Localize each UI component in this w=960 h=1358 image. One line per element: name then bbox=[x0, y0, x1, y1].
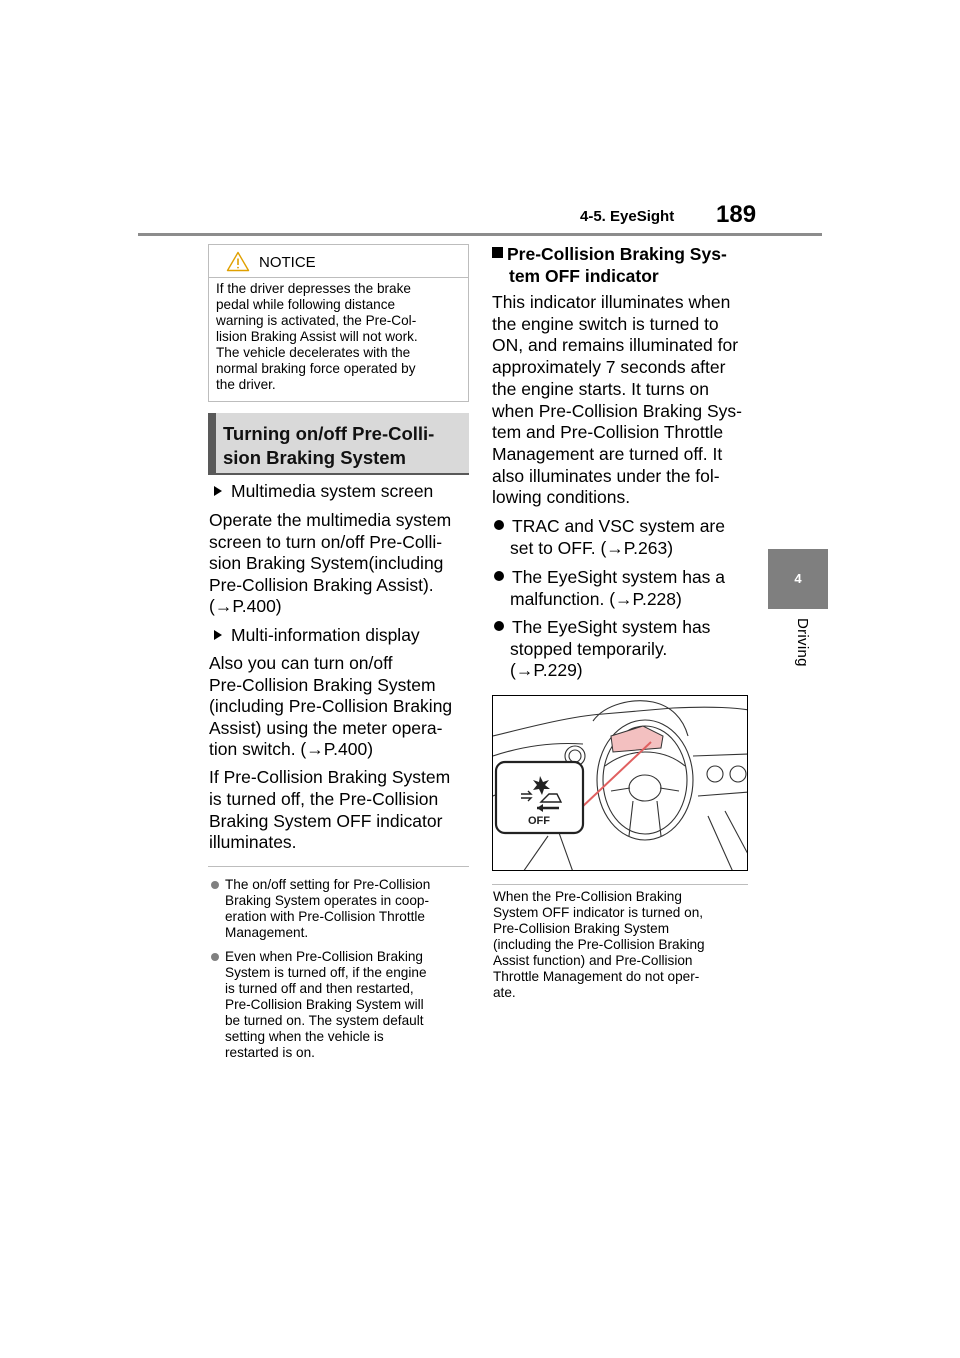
bullet-line: The EyeSight system has bbox=[512, 617, 711, 637]
item-multimedia-title-row bbox=[214, 480, 433, 502]
illustration-caption bbox=[493, 889, 705, 1001]
note-bullet-icon bbox=[211, 953, 219, 961]
body-line: Pre-Collision Braking Assist). bbox=[209, 574, 434, 595]
notice-line: normal braking force operated by bbox=[216, 361, 416, 376]
bullet-line: (→P.229) bbox=[510, 660, 583, 681]
body-line: Braking System OFF indicator bbox=[209, 810, 443, 831]
note-line: Braking System operates in coop- bbox=[225, 893, 430, 908]
round-bullet-icon bbox=[494, 571, 504, 581]
body-line: Assist) using the meter opera- bbox=[209, 717, 443, 738]
caption-line: Assist function) and Pre-Collision bbox=[493, 953, 693, 968]
section-heading-bar bbox=[208, 413, 216, 473]
body-line: If Pre-Collision Braking System bbox=[209, 767, 451, 787]
note-item bbox=[210, 877, 430, 941]
section-title: 4-5. EyeSight bbox=[580, 208, 675, 225]
body-line: the engine switch is turned to bbox=[492, 313, 719, 334]
round-bullet-icon bbox=[494, 621, 504, 631]
notice-line: lision Braking Assist will not work. bbox=[216, 329, 418, 344]
note-item bbox=[210, 949, 427, 1061]
dashboard-illustration bbox=[492, 695, 748, 871]
notice-line: If the driver depresses the brake bbox=[216, 281, 411, 296]
chapter-tab bbox=[768, 549, 828, 609]
page-number: 189 bbox=[716, 201, 757, 228]
body-line: tion switch. (→P.400) bbox=[209, 739, 374, 760]
body-line: the engine starts. It turns on bbox=[492, 378, 709, 399]
item-multimedia-text bbox=[209, 510, 451, 618]
note-line: Even when Pre-Collision Braking bbox=[225, 949, 423, 964]
note-bullet-icon bbox=[211, 881, 219, 889]
body-line: (→P.400) bbox=[209, 596, 282, 617]
caption-line: When the Pre-Collision Braking bbox=[493, 889, 682, 904]
subheading-line: Pre-Collision Braking Sys- bbox=[507, 244, 727, 264]
notice-header bbox=[209, 245, 468, 278]
notice-line: The vehicle decelerates with the bbox=[216, 345, 411, 360]
note-line: Pre-Collision Braking System will bbox=[225, 997, 424, 1012]
note-line: restarted is on. bbox=[225, 1045, 315, 1060]
caption-rule bbox=[492, 884, 748, 885]
section-heading-rule bbox=[208, 473, 469, 475]
note-line: The on/off setting for Pre-Collision bbox=[225, 877, 431, 892]
note-line: is turned off and then restarted, bbox=[225, 981, 414, 996]
header-rule bbox=[138, 233, 822, 236]
caption-line: Pre-Collision Braking System bbox=[493, 921, 670, 936]
note-line: System is turned off, if the engine bbox=[225, 965, 427, 980]
notice-box bbox=[208, 244, 469, 402]
body-line: Operate the multimedia system bbox=[209, 510, 452, 530]
body-line: (including Pre-Collision Braking bbox=[209, 696, 453, 717]
square-bullet-icon bbox=[492, 247, 503, 258]
item-title: Multimedia system screen bbox=[231, 481, 434, 501]
round-bullet-icon bbox=[494, 520, 504, 530]
off-indicator-label: OFF bbox=[528, 815, 550, 827]
chapter-label-container bbox=[768, 618, 828, 678]
body-line: when Pre-Collision Braking Sys- bbox=[492, 400, 742, 421]
indicator-paragraph bbox=[492, 292, 742, 509]
warning-triangle-icon bbox=[226, 251, 250, 272]
chapter-label: Driving bbox=[794, 618, 811, 667]
triangle-bullet-icon bbox=[214, 486, 222, 496]
condition-bullet bbox=[494, 567, 725, 610]
caption-line: Throttle Management do not oper- bbox=[493, 969, 700, 984]
condition-bullet bbox=[494, 617, 710, 682]
dashboard-drawing bbox=[493, 696, 748, 871]
caption-line: (including the Pre-Collision Braking bbox=[493, 937, 705, 952]
body-line: This indicator illuminates when bbox=[492, 292, 731, 312]
note-line: Management. bbox=[225, 925, 309, 940]
heading-line: sion Braking System bbox=[223, 447, 407, 468]
condition-bullet bbox=[494, 516, 725, 559]
notice-title: NOTICE bbox=[259, 254, 316, 271]
bullet-line: stopped temporarily. bbox=[510, 638, 668, 659]
notice-text bbox=[216, 281, 464, 393]
caption-line: ate. bbox=[493, 985, 516, 1000]
bullet-line: TRAC and VSC system are bbox=[512, 516, 725, 536]
notice-line: warning is activated, the Pre-Col- bbox=[216, 313, 417, 328]
item-mid-title-row bbox=[214, 624, 420, 646]
item-title: Multi-information display bbox=[231, 625, 420, 645]
body-line: ON, and remains illuminated for bbox=[492, 335, 739, 356]
notice-line: pedal while following distance bbox=[216, 297, 396, 312]
notice-line: the driver. bbox=[216, 377, 276, 392]
notes-rule bbox=[208, 866, 469, 867]
body-line: sion Braking System(including bbox=[209, 553, 444, 574]
section-heading-text bbox=[223, 422, 434, 470]
body-line: Management are turned off. It bbox=[492, 443, 723, 464]
body-line: illuminates. bbox=[209, 832, 297, 853]
bullet-line: set to OFF. (→P.263) bbox=[510, 537, 674, 558]
note-line: be turned on. The system default bbox=[225, 1013, 424, 1028]
item-mid-text bbox=[209, 653, 452, 761]
body-line: screen to turn on/off Pre-Colli- bbox=[209, 531, 443, 552]
indicator-subheading bbox=[492, 243, 727, 287]
body-line: Also you can turn on/off bbox=[209, 653, 393, 673]
body-line: Pre-Collision Braking System bbox=[209, 674, 436, 695]
note-line: setting when the vehicle is bbox=[225, 1029, 384, 1044]
bullet-line: malfunction. (→P.228) bbox=[510, 588, 682, 609]
subheading-line: tem OFF indicator bbox=[509, 266, 659, 286]
paragraph-off-indicator bbox=[209, 767, 450, 854]
bullet-line: The EyeSight system has a bbox=[512, 567, 726, 587]
note-line: eration with Pre-Collision Throttle bbox=[225, 909, 425, 924]
body-line: approximately 7 seconds after bbox=[492, 357, 726, 378]
body-line: also illuminates under the fol- bbox=[492, 465, 720, 486]
body-line: is turned off, the Pre-Collision bbox=[209, 788, 439, 809]
section-heading bbox=[208, 413, 469, 473]
caption-line: System OFF indicator is turned on, bbox=[493, 905, 704, 920]
chapter-number: 4 bbox=[794, 571, 802, 586]
triangle-bullet-icon bbox=[214, 630, 222, 640]
body-line: tem and Pre-Collision Throttle bbox=[492, 422, 724, 443]
body-line: lowing conditions. bbox=[492, 487, 631, 508]
heading-line: Turning on/off Pre-Colli- bbox=[223, 423, 435, 444]
